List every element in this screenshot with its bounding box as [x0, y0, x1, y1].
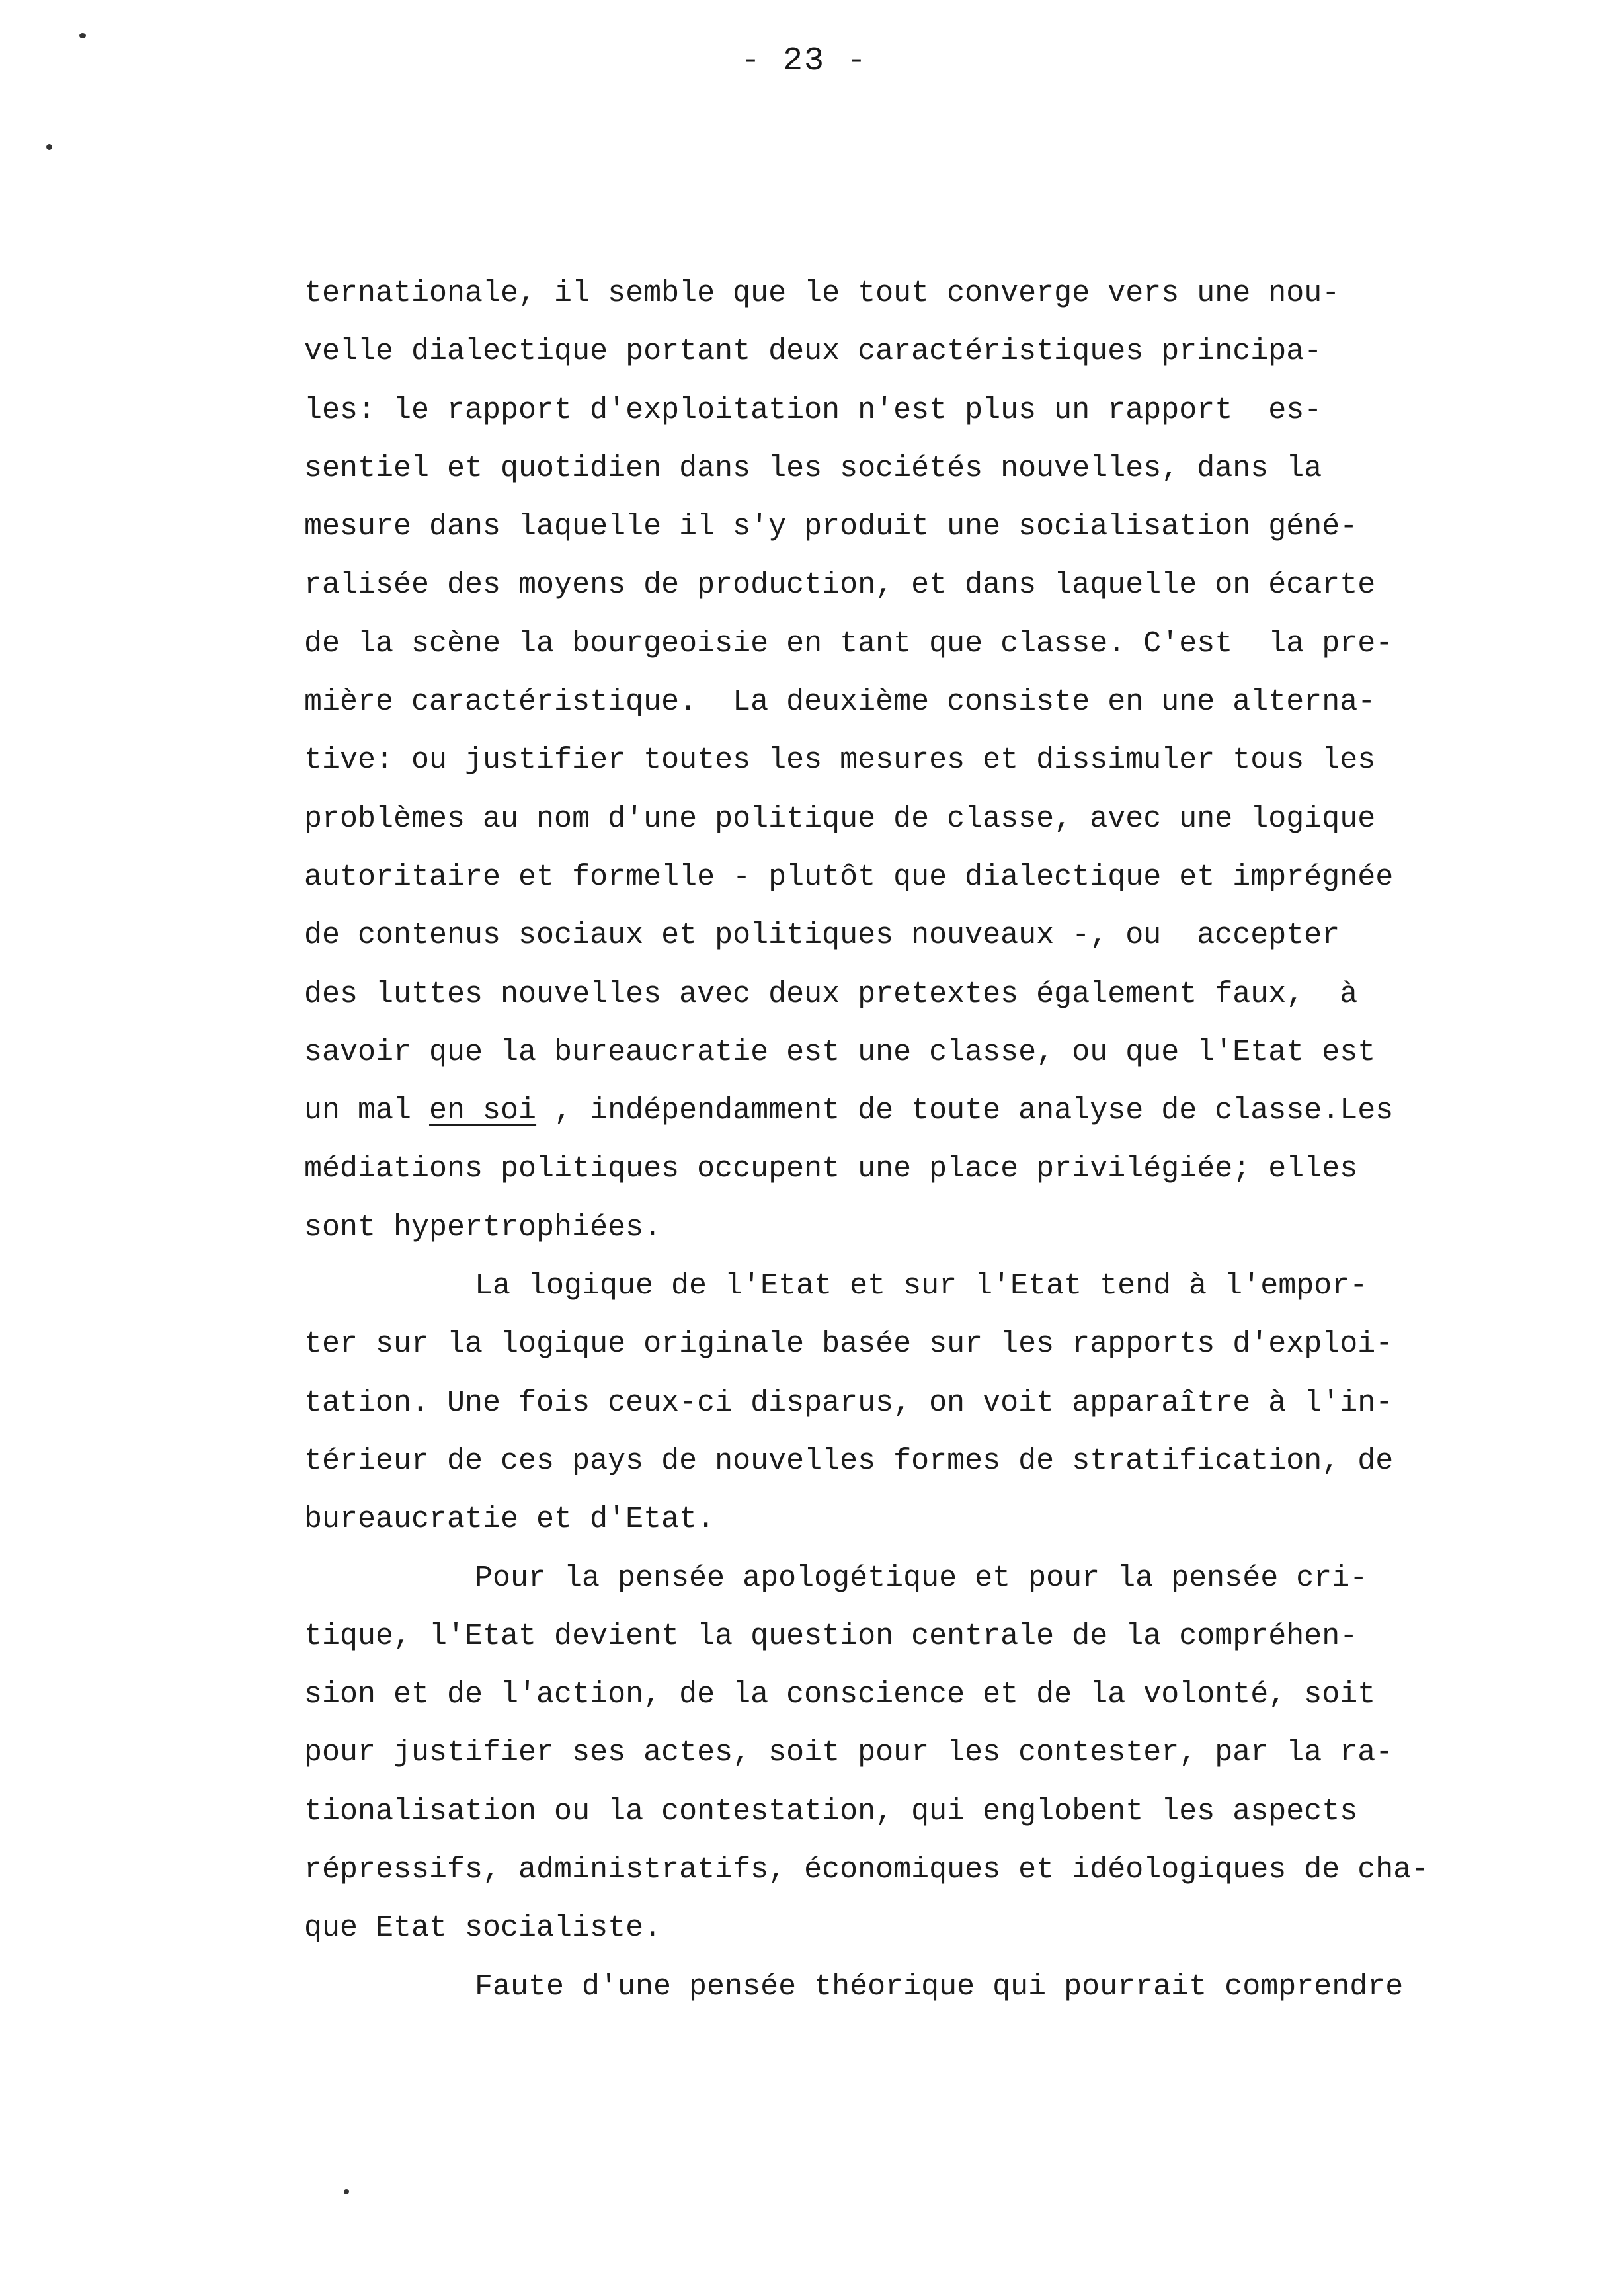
- text-line: savoir que la bureaucratie est une classe, ou que l'Etat est: [304, 1035, 1376, 1069]
- text-line-underlined: [304, 1082, 1395, 1140]
- text-line: les: le rapport d'exploitation n'est plus un rapport es-: [304, 393, 1322, 427]
- text-line: velle dialectique portant deux caractéristiques principa-: [304, 335, 1322, 369]
- text-line: mière caractéristique. La deuxième consiste en une alterna-: [304, 685, 1376, 719]
- text-line: tique, l'Etat devient la question centrale de la compréhen-: [304, 1619, 1358, 1653]
- text-line: ralisée des moyens de production, et dans laquelle on écarte: [304, 568, 1376, 602]
- text-line: sentiel et quotidien dans les sociétés nouvelles, dans la: [304, 451, 1322, 485]
- text-line: tionalisation ou la contestation, qui englobent les aspects: [304, 1794, 1358, 1828]
- text-line: tation. Une fois ceux-ci disparus, on voit apparaître à l'in-: [304, 1385, 1394, 1420]
- scan-speck: [344, 2189, 349, 2194]
- underlined-phrase: en soi: [429, 1094, 537, 1128]
- text-line: ter sur la logique originale basée sur les rapports d'exploi-: [304, 1327, 1394, 1362]
- text-line: que Etat socialiste.: [304, 1911, 662, 1946]
- text-line: répressifs, administratifs, économiques et idéologiques de cha-: [304, 1853, 1429, 1887]
- scan-speck: [46, 144, 52, 150]
- text-line: mesure dans laquelle il s'y produit une socialisation géné-: [304, 510, 1358, 544]
- text-line: tive: ou justifier toutes les mesures et dissimuler tous les: [304, 743, 1376, 778]
- text-line: problèmes au nom d'une politique de classe, avec une logique: [304, 801, 1376, 836]
- paragraph-start-line: La logique de l'Etat et sur l'Etat tend à l'empor-: [475, 1269, 1368, 1303]
- paragraph-start-line: Faute d'une pensée théorique qui pourrait comprendre: [475, 1969, 1404, 2004]
- text-line: médiations politiques occupent une place privilégiée; elles: [304, 1152, 1358, 1186]
- paragraph-start-line: Pour la pensée apologétique et pour la pensée cri-: [475, 1561, 1368, 1595]
- text-line: de la scène la bourgeoisie en tant que classe. C'est la pre-: [304, 626, 1394, 661]
- text-segment: un mal: [304, 1094, 430, 1128]
- text-line: sont hypertrophiées.: [304, 1210, 662, 1245]
- scan-speck: [79, 33, 86, 38]
- text-line: autoritaire et formelle - plutôt que dialectique et imprégnée: [304, 860, 1394, 894]
- body-text: [304, 265, 1429, 2016]
- text-line: des luttes nouvelles avec deux pretextes également faux, à: [304, 977, 1358, 1011]
- page-number: - 23 -: [740, 42, 868, 80]
- text-line: bureaucratie et d'Etat.: [304, 1502, 715, 1537]
- text-line: de contenus sociaux et politiques nouveaux -, ou accepter: [304, 919, 1340, 953]
- text-line: ternationale, il semble que le tout converge vers une nou-: [304, 276, 1340, 310]
- text-line: pour justifier ses actes, soit pour les contester, par la ra-: [304, 1736, 1394, 1770]
- text-segment: , indépendamment de toute analyse de classe.Les: [536, 1094, 1394, 1128]
- text-line: sion et de l'action, de la conscience et de la volonté, soit: [304, 1678, 1376, 1712]
- text-line: térieur de ces pays de nouvelles formes de stratification, de: [304, 1444, 1394, 1478]
